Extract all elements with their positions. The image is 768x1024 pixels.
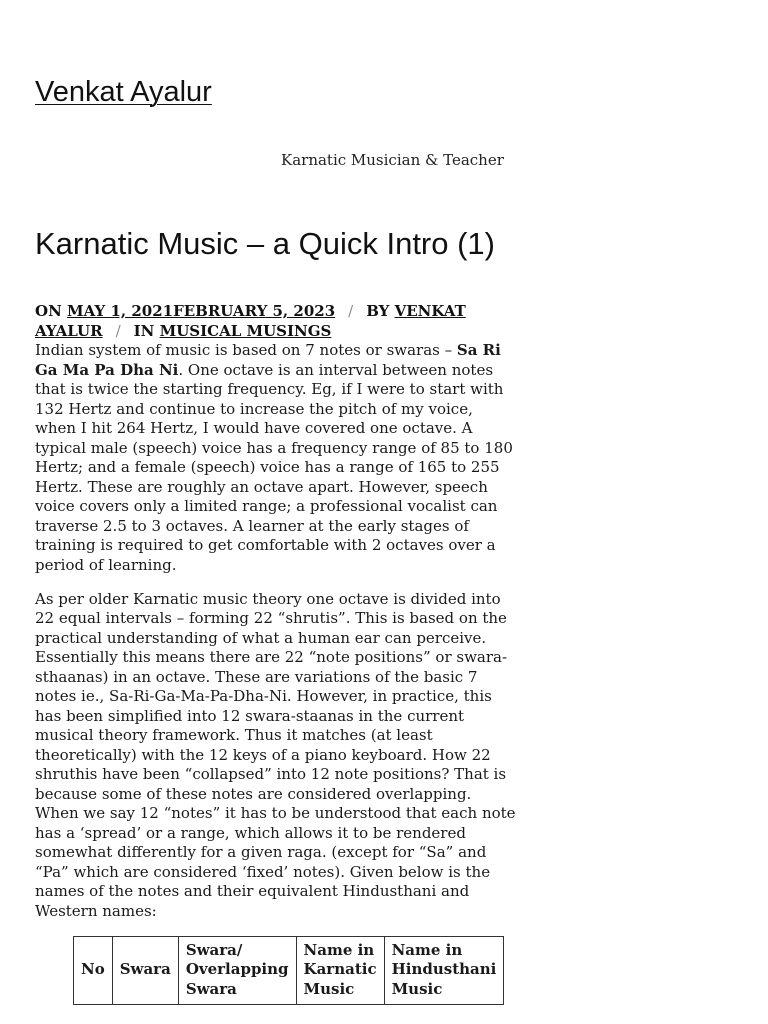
post-date-link[interactable] xyxy=(67,302,335,320)
site-title-link[interactable]: Venkat Ayalur xyxy=(35,76,212,108)
table-header-cell: No xyxy=(74,936,113,1005)
intro-lead-text: Indian system of music is based on 7 notes or swaras – xyxy=(35,341,457,359)
by-label: BY xyxy=(366,302,390,320)
table-header-cell: Name in Karnatic Music xyxy=(296,936,384,1005)
table-header-cell: Swara xyxy=(112,936,178,1005)
notes-table-scroll[interactable] xyxy=(73,936,497,1006)
meta-separator: / xyxy=(115,321,121,340)
notes-table xyxy=(73,936,504,1006)
post-meta xyxy=(35,302,505,341)
table-header-cell: Name in Hindusthani Music xyxy=(384,936,504,1005)
intro-rest-text: . One octave is an interval between notes that is twice the starting frequency. Eg, if I were to start with 132 Hertz and continue to increase the pitch of my voice, when I hit 264 Hertz, I would have covered one octave. A typical male (speech) voice has a frequency range of 85 to 180 Hertz; and a female (speech) voice has a range of 165 to 255 Hertz. These are roughly an octave apart. However, speech voice covers only a limited range; a professional vocalist can traverse 2.5 to 3 octaves. A learner at the early stages of training is required to get comfortable with 2 octaves over a period of learning. xyxy=(35,360,513,574)
post-title: Karnatic Music – a Quick Intro (1) xyxy=(35,226,495,261)
table-header-row xyxy=(74,936,504,1005)
intro-paragraph xyxy=(35,341,517,575)
author-link[interactable]: VENKAT AYALUR xyxy=(35,302,466,340)
posted-on-label: ON xyxy=(35,302,62,320)
table-header-cell: Swara/ Overlapping Swara xyxy=(178,936,296,1005)
in-label: IN xyxy=(133,321,155,340)
site-tagline: Karnatic Musician & Teacher xyxy=(281,151,504,169)
updated-date: FEBRUARY 5, 2023 xyxy=(173,302,336,320)
published-date: MAY 1, 2021 xyxy=(67,302,174,320)
site-title xyxy=(35,74,212,110)
meta-separator: / xyxy=(348,302,354,320)
category-link[interactable]: MUSICAL MUSINGS xyxy=(159,321,332,340)
shruti-paragraph: As per older Karnatic music theory one octave is divided into 22 equal intervals – forming 22 “shrutis”. This is based on the practical understanding of what a human ear can perceive. Essentially this means there are 22 “note positions” or swara-sthaanas) in an octave. These are variations of the basic 7 notes ie., Sa-Ri-Ga-Ma-Pa-Dha-Ni. However, in practice, this has been simplified into 12 swara-staanas in the current musical theory framework. Thus it matches (at least theoretically) with the 12 keys of a piano keyboard. How 22 shruthis have been “collapsed” into 12 note positions? That is because some of these notes are considered overlapping. When we say 12 “notes” it has to be understood that each note has a ‘spread’ or a range, which allows it to be rendered somewhat differently for a given raga. (except for “Sa” and “Pa” which are considered ‘fixed’ notes). Given below is the names of the notes and their equivalent Hindusthani and Western names: xyxy=(35,589,516,920)
swara-names: Sa Ri Ga Ma Pa Dha Ni xyxy=(35,341,501,379)
post-content xyxy=(35,341,517,1005)
